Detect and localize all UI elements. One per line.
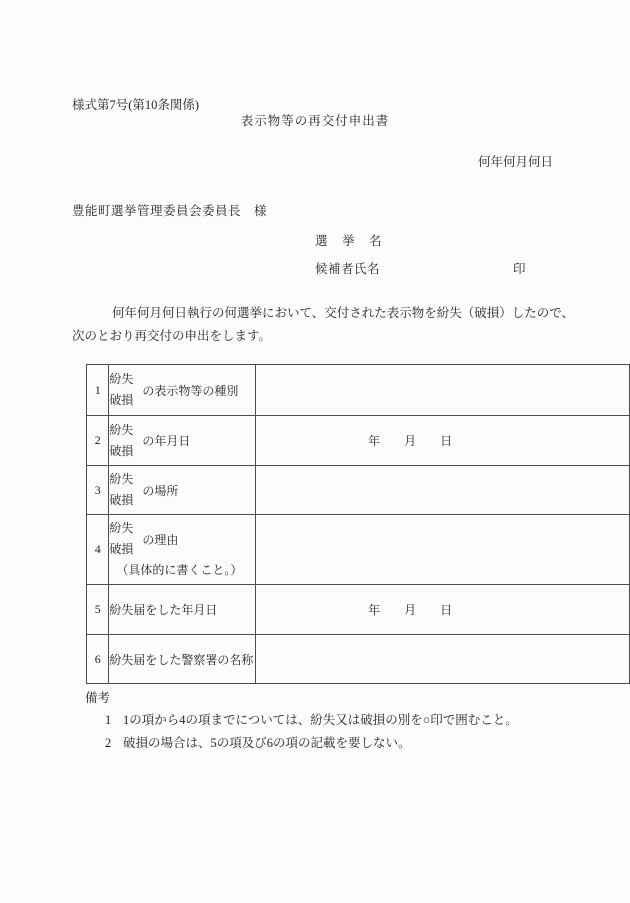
form-number: 様式第7号(第10条関係) xyxy=(72,98,200,112)
damage-word: 破損 xyxy=(109,393,134,407)
label-text: 紛失届をした年月日 xyxy=(109,603,218,617)
remark-number: 2 xyxy=(105,736,112,750)
row-number: 5 xyxy=(87,585,109,635)
damage-word: 破損 xyxy=(109,443,134,458)
remark-item xyxy=(105,710,518,728)
row-label xyxy=(109,369,255,411)
loss-word: 紛失 xyxy=(109,372,134,386)
label-suffix: の年月日 xyxy=(142,434,191,448)
row-number: 2 xyxy=(87,416,109,466)
row-number: 4 xyxy=(87,515,109,585)
value-cell xyxy=(256,466,630,515)
row-label xyxy=(109,601,255,618)
label-note: （具体的に書くこと。） xyxy=(116,563,243,577)
row-label-cell xyxy=(109,466,256,515)
label-suffix: の理由 xyxy=(142,532,179,547)
table-row xyxy=(87,585,630,635)
election-name-label: 選 挙 名 xyxy=(315,234,383,248)
loss-word: 紛失 xyxy=(109,422,134,437)
row-number: 1 xyxy=(87,365,109,416)
label-suffix: の表示物等の種別 xyxy=(142,383,239,398)
label-text: 紛失届をした警察署の名称 xyxy=(109,652,254,667)
page-title: 表示物等の再交付申出書 xyxy=(240,114,390,128)
damage-word: 破損 xyxy=(109,542,134,556)
row-label xyxy=(109,518,255,560)
row-label xyxy=(109,651,255,668)
body-paragraph xyxy=(72,302,574,348)
candidate-name-label: 候補者氏名 xyxy=(315,262,381,276)
row-label xyxy=(109,420,255,462)
row-number: 6 xyxy=(87,635,109,684)
loss-damage-stack xyxy=(109,420,133,462)
loss-damage-stack xyxy=(109,518,133,560)
loss-damage-stack xyxy=(109,369,133,411)
remark-number: 1 xyxy=(105,713,112,727)
remark-item xyxy=(105,733,411,751)
loss-word: 紛失 xyxy=(109,521,134,535)
row-label-cell xyxy=(109,416,256,466)
row-label-cell xyxy=(109,585,256,635)
remark-text: 破損の場合は、5の項及び6の項の記載を要しない。 xyxy=(123,736,411,750)
loss-damage-stack xyxy=(109,469,133,511)
addressee-line: 豊能町選挙管理委員会委員長 様 xyxy=(72,204,268,218)
table-row xyxy=(87,515,630,585)
value-cell xyxy=(256,365,630,416)
table-row xyxy=(87,466,630,515)
body-paragraph-line1: 何年何月何日執行の何選挙において、交付された表示物を紛失（破損）したので、 xyxy=(112,306,575,320)
damage-word: 破損 xyxy=(109,493,134,507)
row-label-cell xyxy=(109,365,256,416)
value-cell-date: 年 月 日 xyxy=(256,416,630,466)
application-table xyxy=(86,364,630,684)
row-number: 3 xyxy=(87,466,109,515)
row-label-cell xyxy=(109,635,256,684)
loss-word: 紛失 xyxy=(109,472,134,486)
value-cell xyxy=(256,515,630,585)
remarks-heading: 備考 xyxy=(85,691,111,705)
table-row xyxy=(87,365,630,416)
row-label xyxy=(109,469,255,511)
label-suffix: の場所 xyxy=(142,483,179,498)
seal-mark: 印 xyxy=(513,262,526,276)
row-label-cell xyxy=(109,515,256,585)
body-paragraph-line2: 次のとおり再交付の申出をします。 xyxy=(72,329,272,343)
value-cell xyxy=(256,635,630,684)
table-row xyxy=(87,416,630,466)
remark-text: 1の項から4の項までについては、紛失又は破損の別を○印で囲むこと。 xyxy=(123,713,518,727)
date-line: 何年何月何日 xyxy=(477,155,553,169)
value-cell-date: 年 月 日 xyxy=(256,585,630,635)
table-row xyxy=(87,635,630,684)
